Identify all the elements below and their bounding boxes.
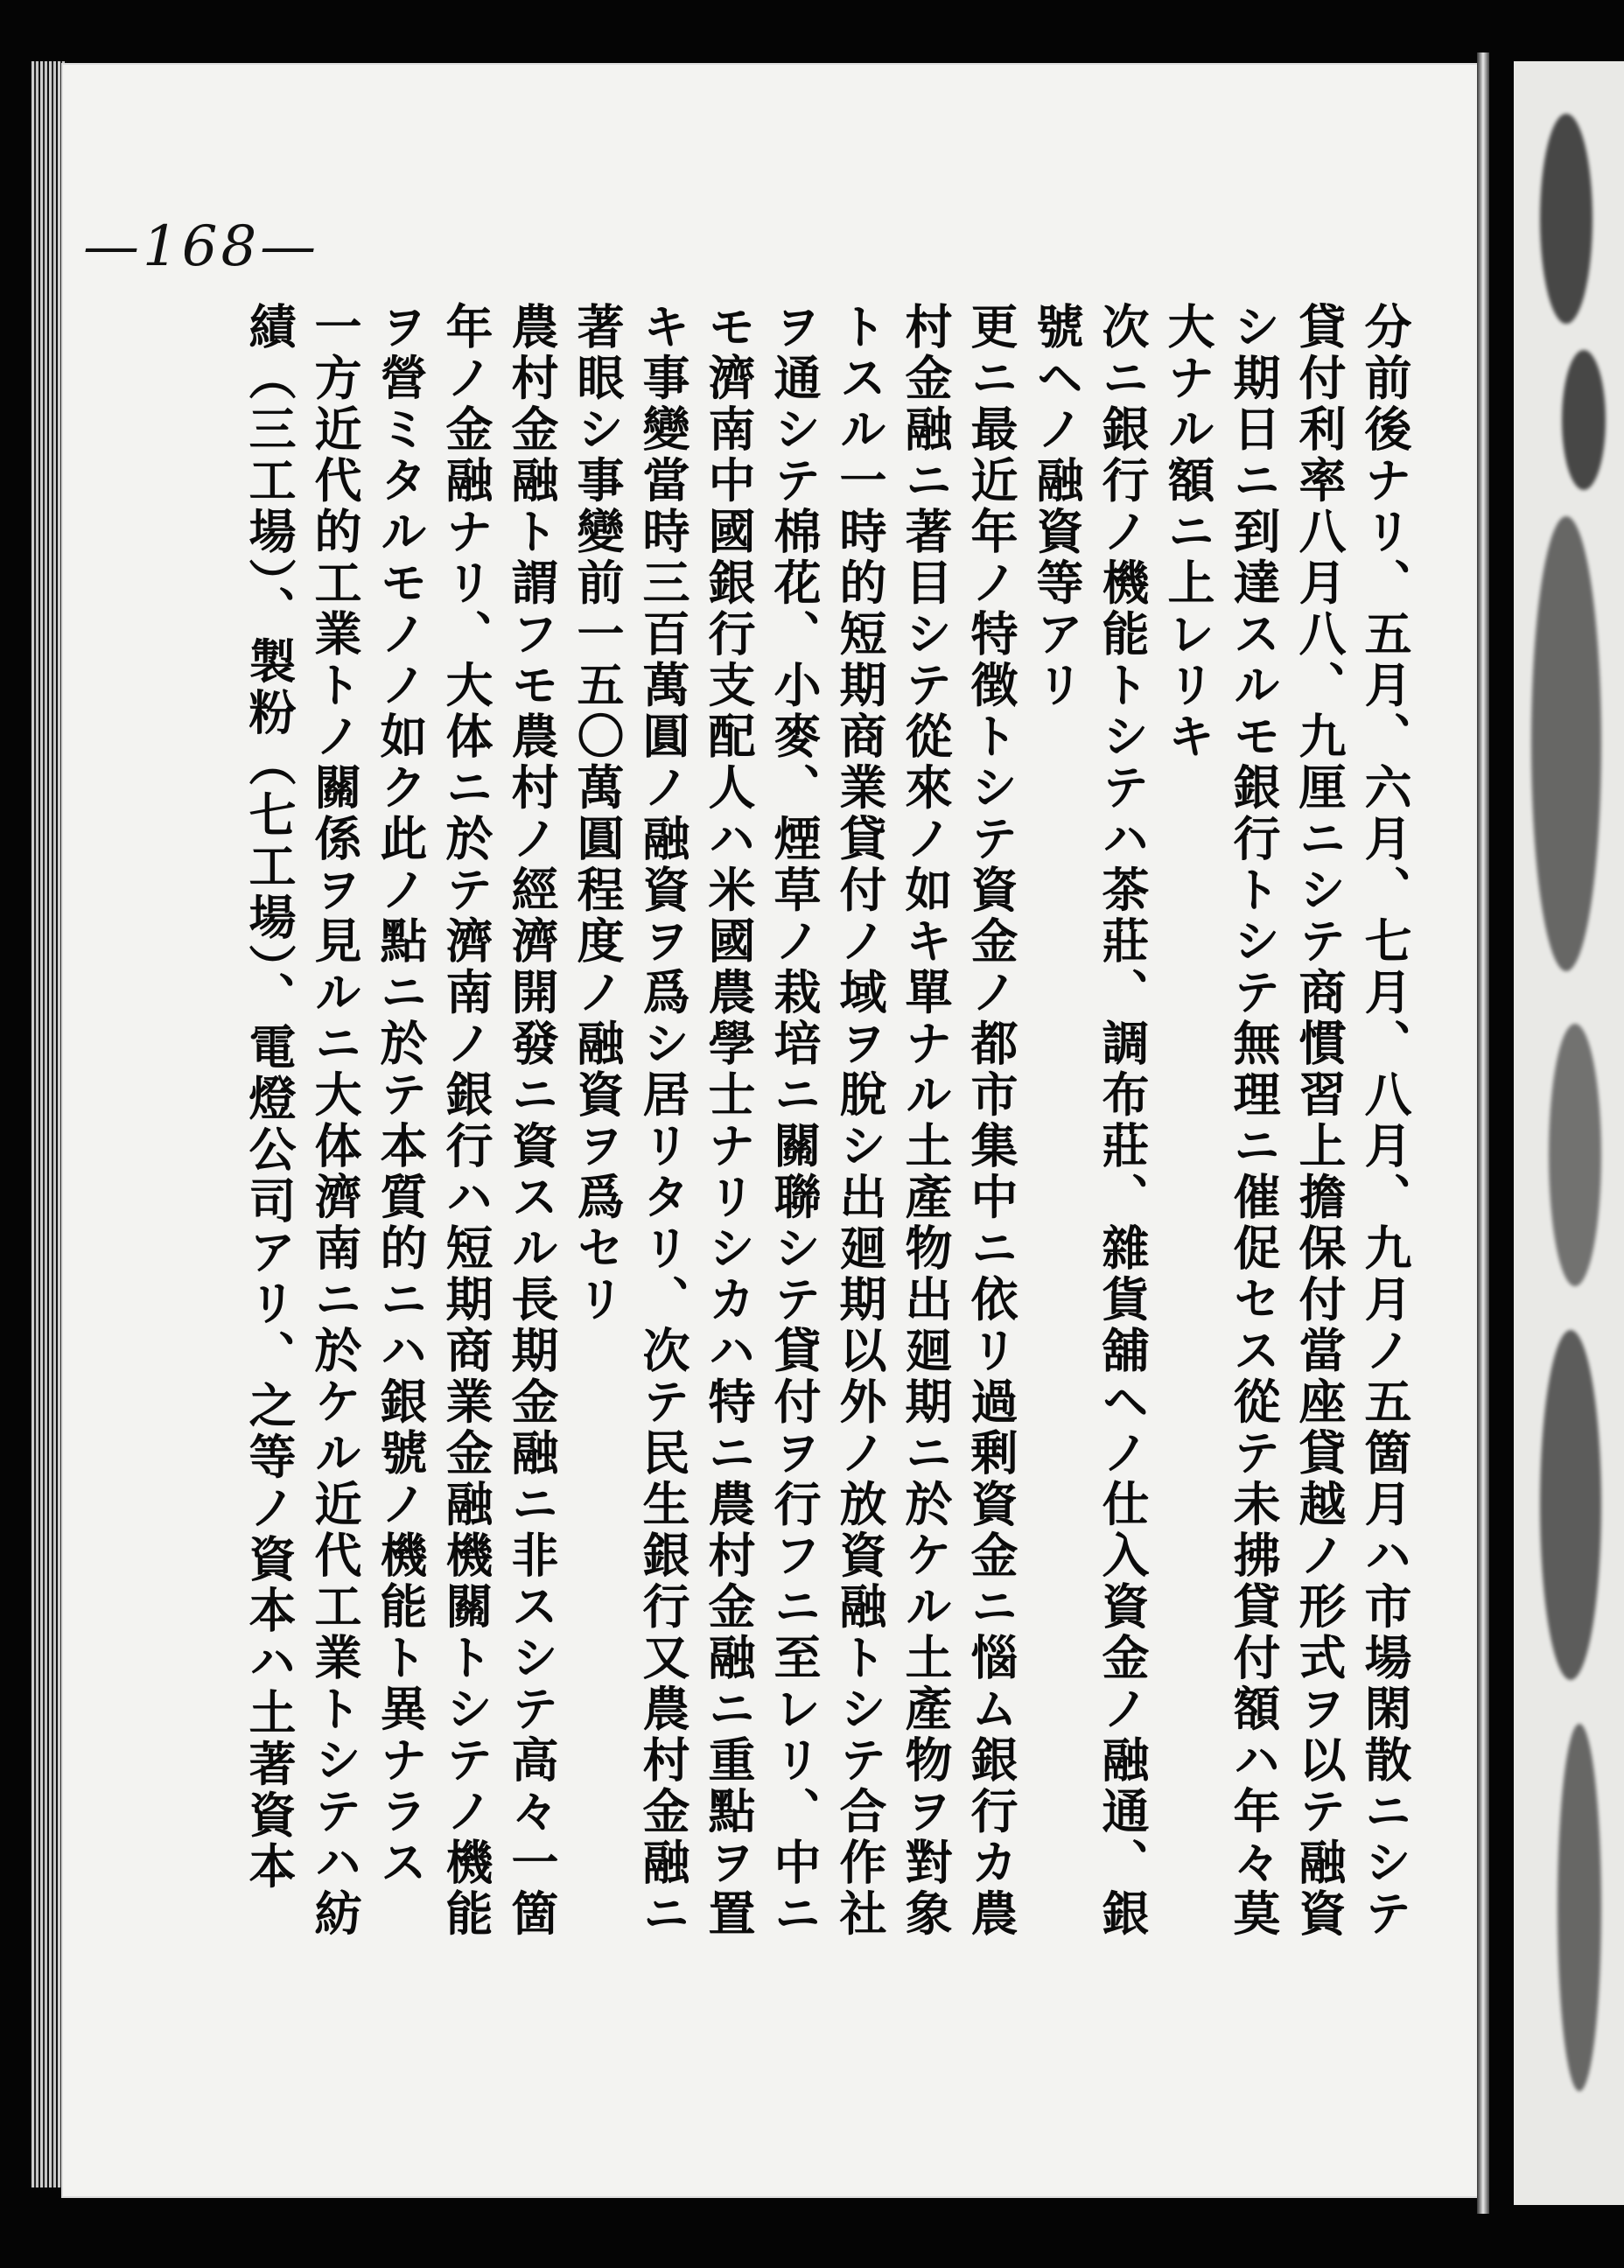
facing-page-fragment: [1514, 61, 1624, 2205]
vertical-text-body: [210, 302, 1418, 2139]
text-column: 農村金融ト謂フモ農村ノ經濟開發ニ資スル長期金融ニ非スシテ高々一箇: [504, 302, 559, 1940]
page-number: —168—: [83, 214, 320, 279]
text-column: ヲ通シテ棉花、小麥、煙草ノ栽培ニ關聯シテ貸付ヲ行フニ至レリ、中ニ: [766, 302, 822, 1940]
text-column: 更ニ最近年ノ特徴トシテ資金ノ都市集中ニ依リ過剰資金ニ惱ム銀行カ農: [963, 302, 1018, 1940]
text-column: 分前後ナリ、五月、六月、七月、八月、九月ノ五箇月ハ市場閑散ニシテ: [1357, 302, 1412, 1940]
text-column: 號ヘノ融資等アリ: [1029, 302, 1084, 711]
text-column: トスル一時的短期商業貸付ノ域ヲ脫シ出廻期以外ノ放資融トシテ合作社: [832, 302, 887, 1940]
text-column: 次ニ銀行ノ機能トシテハ茶莊、調布莊、雜貨舖ヘノ仕入資金ノ融通、銀: [1095, 302, 1150, 1940]
text-column: ヲ營ミタルモノノ如ク此ノ點ニ於テ本質的ニハ銀號ノ機能ト異ナラス: [373, 302, 428, 1889]
page-gutter: [1477, 52, 1489, 2214]
text-column: 績（三工場）、製粉（七工場）、電燈公司アリ、之等ノ資本ハ土著資本: [242, 302, 297, 1893]
text-column: 一方近代的工業トノ關係ヲ見ルニ大体濟南ニ於ケル近代工業トシテハ紡: [307, 302, 362, 1940]
text-column: 村金融ニ著目シテ從來ノ如キ單ナル土產物出廻期ニ於ケル土產物ヲ對象: [898, 302, 953, 1940]
text-column: シ期日ニ到達スルモ銀行トシテ無理ニ催促セス從テ未拂貸付額ハ年々莫: [1226, 302, 1281, 1940]
text-column: 貸付利率八月八、九厘ニシテ商慣習上擔保付當座貸越ノ形式ヲ以テ融資: [1292, 302, 1347, 1940]
text-column: 大ナル額ニ上レリキ: [1160, 302, 1215, 763]
text-column: モ濟南中國銀行支配人ハ米國農學士ナリシカハ特ニ農村金融ニ重點ヲ置: [701, 302, 756, 1940]
text-column: 著眼シ事變前一五〇萬圓程度ノ融資ヲ爲セリ: [570, 302, 625, 1326]
text-column: キ事變當時三百萬圓ノ融資ヲ爲シ居リタリ、次テ民生銀行又農村金融ニ: [635, 302, 690, 1940]
text-column: 年ノ金融ナリ、大体ニ於テ濟南ノ銀行ハ短期商業金融機關トシテノ機能: [438, 302, 494, 1940]
